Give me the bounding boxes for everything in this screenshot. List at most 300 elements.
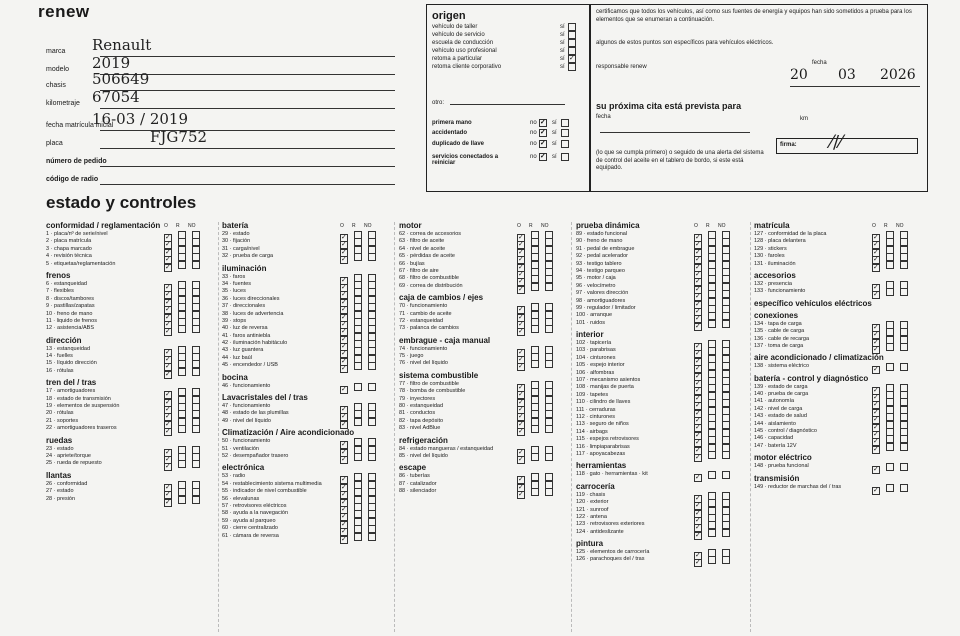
check-box[interactable]: ✓: [873, 323, 879, 331]
check-box[interactable]: [192, 368, 200, 376]
check-box[interactable]: ✓: [695, 531, 701, 539]
check-box[interactable]: ✓: [341, 365, 347, 373]
check-item: [46, 231, 216, 241]
check-box[interactable]: [886, 288, 894, 296]
section-title: dirección: [46, 335, 82, 345]
no-label: no: [530, 130, 537, 136]
check-box[interactable]: [722, 556, 730, 564]
check-item: [222, 317, 392, 328]
check-item: [576, 413, 746, 424]
check-box[interactable]: ✓: [165, 363, 171, 371]
check-box[interactable]: ✓: [518, 363, 524, 371]
check-box[interactable]: [354, 453, 362, 461]
check-box[interactable]: ✓: [165, 320, 171, 328]
check-box[interactable]: [886, 343, 894, 351]
check-item-label: 148 · prueba funcional: [754, 463, 809, 470]
check-box[interactable]: ✓: [873, 394, 879, 402]
check-box[interactable]: [708, 556, 716, 564]
check-box[interactable]: [900, 288, 908, 296]
check-column: [754, 218, 924, 494]
check-item-label: 31 · carga/nivel: [222, 245, 260, 252]
check-box[interactable]: [545, 453, 553, 461]
check-box[interactable]: ✓: [695, 372, 701, 380]
check-box[interactable]: ✓: [873, 431, 879, 439]
check-box[interactable]: ✓: [341, 505, 347, 513]
check-box[interactable]: [886, 363, 894, 371]
check-box[interactable]: ✓: [165, 370, 171, 378]
check-box[interactable]: [886, 443, 894, 451]
check-box[interactable]: ✓: [873, 234, 879, 241]
check-item: [222, 245, 392, 256]
check-box[interactable]: ✓: [341, 234, 347, 241]
check-box[interactable]: ✓: [165, 283, 171, 291]
check-box[interactable]: [531, 453, 539, 461]
col-head: R: [176, 223, 180, 229]
check-item-label: 13 · estanqueidad: [46, 345, 91, 352]
check-item: [46, 417, 216, 428]
check-item-label: 38 · luces de advertencia: [222, 310, 284, 317]
check-item-label: 15 · líquido dirección: [46, 360, 97, 367]
check-box[interactable]: ✓: [341, 385, 347, 393]
check-box[interactable]: [531, 283, 539, 291]
check-box[interactable]: ✓: [165, 420, 171, 428]
check-box[interactable]: ✓: [165, 256, 171, 264]
check-box[interactable]: ✓: [341, 483, 347, 491]
check-box[interactable]: ✓: [341, 491, 347, 499]
check-box[interactable]: ✓: [341, 241, 347, 249]
field-line[interactable]: [100, 148, 395, 149]
check-box[interactable]: ✓: [873, 256, 879, 264]
field-line[interactable]: [100, 166, 395, 167]
check-item: [754, 483, 924, 494]
check-box[interactable]: ✓: [518, 248, 524, 256]
check-box[interactable]: ✓: [341, 313, 347, 321]
origen-row-label: escuela de conducción: [432, 40, 494, 46]
check-box[interactable]: [545, 325, 553, 333]
check-item-label: 117 · apoyacabezas: [576, 450, 626, 457]
check-box[interactable]: ✓: [695, 552, 701, 560]
check-box[interactable]: ✓: [873, 423, 879, 431]
check-box[interactable]: ✓: [518, 234, 524, 241]
check-box[interactable]: ✓: [873, 291, 879, 299]
check-item: [576, 391, 746, 402]
check-box[interactable]: [178, 368, 186, 376]
check-box[interactable]: ✓: [695, 446, 701, 454]
check-box[interactable]: ✓: [341, 335, 347, 343]
field-line[interactable]: [100, 56, 395, 57]
check-box[interactable]: ✓: [341, 291, 347, 299]
si-label: sí: [560, 32, 565, 38]
check-box[interactable]: ✓: [341, 248, 347, 256]
check-box[interactable]: ✓: [695, 350, 701, 358]
check-box[interactable]: ✓: [695, 409, 701, 417]
check-box[interactable]: ✓: [695, 322, 701, 330]
check-boxes: [340, 362, 382, 373]
check-box[interactable]: ✓: [873, 345, 879, 353]
check-box[interactable]: [708, 451, 716, 459]
check-box[interactable]: ✓: [165, 391, 171, 399]
check-boxes: [164, 496, 206, 507]
check-box[interactable]: ✓: [165, 234, 171, 241]
check-box[interactable]: [900, 261, 908, 269]
check-box[interactable]: [886, 261, 894, 269]
firma-box[interactable]: [776, 138, 918, 154]
check-item-label: 28 · presión: [46, 495, 76, 502]
check-box[interactable]: ✓: [695, 293, 701, 301]
check-box[interactable]: ✓: [695, 402, 701, 410]
check-box[interactable]: ✓: [695, 380, 701, 388]
check-box[interactable]: [192, 425, 200, 433]
check-boxes: [517, 453, 559, 464]
check-box[interactable]: ✓: [518, 383, 524, 391]
check-item-label: 140 · prueba de carga: [754, 391, 809, 398]
fecha-line[interactable]: [790, 86, 920, 87]
check-box[interactable]: ✓: [341, 283, 347, 291]
otro-line[interactable]: [450, 104, 565, 105]
check-box[interactable]: ✓: [165, 348, 171, 356]
check-box[interactable]: ✓: [165, 448, 171, 456]
check-box[interactable]: ✓: [695, 502, 701, 510]
check-box[interactable]: [368, 383, 376, 391]
check-box[interactable]: [722, 320, 730, 328]
field-value: Renault: [92, 36, 152, 54]
check-box[interactable]: ✓: [518, 406, 524, 414]
col-head: NO: [896, 223, 904, 229]
check-box[interactable]: ✓: [873, 241, 879, 249]
no-checkbox[interactable]: ✓: [540, 140, 546, 147]
origen-checkbox[interactable]: [568, 47, 576, 55]
check-box[interactable]: [900, 363, 908, 371]
check-item: [576, 491, 746, 502]
check-box[interactable]: ✓: [341, 256, 347, 264]
check-box[interactable]: ✓: [341, 476, 347, 484]
field-line[interactable]: [100, 184, 395, 185]
check-item: [222, 253, 392, 264]
check-box[interactable]: ✓: [165, 298, 171, 306]
check-box[interactable]: ✓: [518, 306, 524, 314]
check-box[interactable]: ✓: [341, 350, 347, 358]
check-boxes: [340, 418, 382, 429]
fecha-label: fecha: [812, 60, 827, 66]
check-box[interactable]: [354, 383, 362, 391]
check-box[interactable]: [178, 496, 186, 504]
check-item-label: 72 · estanqueidad: [399, 317, 444, 324]
check-item-label: 57 · retrovisores eléctricos: [222, 502, 287, 509]
check-box[interactable]: ✓: [165, 263, 171, 271]
check-box[interactable]: ✓: [518, 270, 524, 278]
check-box[interactable]: [531, 325, 539, 333]
check-item-label: 49 · nivel del líquido: [222, 417, 271, 424]
check-box[interactable]: ✓: [165, 498, 171, 506]
check-box[interactable]: [178, 261, 186, 269]
check-box[interactable]: [900, 343, 908, 351]
field-label: número de pedido: [46, 158, 107, 165]
check-box[interactable]: ✓: [695, 343, 701, 351]
check-box[interactable]: ✓: [518, 476, 524, 484]
check-box[interactable]: ✓: [695, 248, 701, 256]
field-line[interactable]: [100, 90, 395, 91]
origen-checkbox[interactable]: [568, 39, 576, 47]
check-box[interactable]: ✓: [695, 234, 701, 241]
check-box[interactable]: ✓: [695, 559, 701, 567]
check-box[interactable]: ✓: [695, 494, 701, 502]
check-box[interactable]: ✓: [341, 276, 347, 284]
check-box[interactable]: ✓: [518, 356, 524, 364]
check-box[interactable]: ✓: [518, 483, 524, 491]
check-item-label: 88 · silenciador: [399, 488, 437, 495]
check-box[interactable]: [368, 533, 376, 541]
check-box[interactable]: [368, 453, 376, 461]
no-checkbox[interactable]: ✓: [540, 119, 546, 126]
no-checkbox[interactable]: ✓: [540, 129, 546, 136]
origen-checkbox[interactable]: [568, 31, 576, 39]
check-box[interactable]: [368, 362, 376, 370]
check-item: [576, 428, 746, 439]
check-box[interactable]: [545, 488, 553, 496]
check-box[interactable]: ✓: [165, 291, 171, 299]
col-heads: [872, 223, 908, 229]
check-box[interactable]: [545, 360, 553, 368]
check-box[interactable]: [178, 425, 186, 433]
check-item: [399, 267, 569, 278]
check-box[interactable]: ✓: [341, 306, 347, 314]
check-box[interactable]: ✓: [341, 420, 347, 428]
check-item: [46, 325, 216, 336]
check-box[interactable]: [178, 460, 186, 468]
check-box[interactable]: [354, 253, 362, 261]
check-item-label: 83 · nivel AdBlue: [399, 425, 441, 432]
check-box[interactable]: ✓: [873, 401, 879, 409]
check-box[interactable]: ✓: [341, 513, 347, 521]
check-box[interactable]: [192, 496, 200, 504]
check-box[interactable]: [722, 451, 730, 459]
check-box[interactable]: [722, 529, 730, 537]
check-box[interactable]: ✓: [518, 263, 524, 271]
check-box[interactable]: [354, 533, 362, 541]
si-checkbox[interactable]: [561, 129, 569, 137]
check-box[interactable]: [708, 529, 716, 537]
col-head: R: [706, 223, 710, 229]
check-box[interactable]: [708, 471, 716, 479]
check-box[interactable]: ✓: [518, 348, 524, 356]
check-box[interactable]: ✓: [695, 263, 701, 271]
check-box[interactable]: ✓: [873, 438, 879, 446]
check-box[interactable]: ✓: [873, 466, 879, 474]
check-box[interactable]: ✓: [518, 313, 524, 321]
check-box[interactable]: ✓: [873, 408, 879, 416]
check-box[interactable]: ✓: [695, 474, 701, 482]
check-box[interactable]: ✓: [695, 241, 701, 249]
si-checkbox[interactable]: [561, 140, 569, 148]
check-box[interactable]: [354, 418, 362, 426]
check-box[interactable]: ✓: [341, 448, 347, 456]
check-box[interactable]: ✓: [873, 331, 879, 339]
check-box[interactable]: ✓: [165, 455, 171, 463]
check-box[interactable]: [192, 325, 200, 333]
check-box[interactable]: [886, 463, 894, 471]
check-box[interactable]: ✓: [518, 285, 524, 293]
check-box[interactable]: ✓: [341, 535, 347, 543]
check-box[interactable]: [886, 484, 894, 492]
check-box[interactable]: [545, 283, 553, 291]
check-box[interactable]: ✓: [695, 516, 701, 524]
field-line[interactable]: [100, 108, 395, 109]
check-box[interactable]: ✓: [165, 413, 171, 421]
check-box[interactable]: ✓: [341, 357, 347, 365]
check-box[interactable]: [722, 471, 730, 479]
check-item-label: 136 · cable de recarga: [754, 335, 810, 342]
check-box[interactable]: ✓: [695, 387, 701, 395]
check-box[interactable]: ✓: [695, 285, 701, 293]
field-line[interactable]: [100, 130, 395, 131]
check-item-label: 59 · ayuda al parqueo: [222, 517, 276, 524]
check-box[interactable]: ✓: [695, 424, 701, 432]
check-box[interactable]: ✓: [695, 509, 701, 517]
no-checkbox[interactable]: ✓: [540, 153, 546, 160]
check-box[interactable]: ✓: [165, 398, 171, 406]
check-box[interactable]: ✓: [695, 394, 701, 402]
check-box[interactable]: ✓: [518, 278, 524, 286]
check-box[interactable]: ✓: [695, 416, 701, 424]
field-label: chasis: [46, 82, 66, 89]
check-box[interactable]: ✓: [165, 483, 171, 491]
check-box[interactable]: ✓: [518, 391, 524, 399]
check-box[interactable]: ✓: [695, 278, 701, 286]
check-item-label: 40 · luz de reversa: [222, 325, 268, 332]
next-fecha-line[interactable]: [600, 132, 750, 133]
check-item-label: 60 · cierre centralizado: [222, 525, 278, 532]
check-item-label: 85 · nivel del líquido: [399, 452, 448, 459]
check-box[interactable]: [368, 418, 376, 426]
check-box[interactable]: [354, 362, 362, 370]
check-box[interactable]: ✓: [873, 445, 879, 453]
check-item-label: 134 · tapa de carga: [754, 320, 802, 327]
check-box[interactable]: ✓: [695, 365, 701, 373]
check-box[interactable]: ✓: [341, 320, 347, 328]
check-box[interactable]: [545, 425, 553, 433]
si-checkbox[interactable]: [561, 153, 569, 161]
check-box[interactable]: [531, 488, 539, 496]
check-box[interactable]: ✓: [518, 448, 524, 456]
check-box[interactable]: [178, 325, 186, 333]
check-item-label: 86 · tuberías: [399, 473, 430, 480]
field-label: marca: [46, 48, 66, 55]
check-box[interactable]: ✓: [873, 416, 879, 424]
check-box[interactable]: ✓: [518, 413, 524, 421]
check-box[interactable]: ✓: [873, 248, 879, 256]
check-box[interactable]: ✓: [165, 463, 171, 471]
check-box[interactable]: ✓: [873, 338, 879, 346]
check-box[interactable]: ✓: [873, 283, 879, 291]
origen-extra-label: primera mano: [432, 120, 472, 126]
check-box[interactable]: ✓: [165, 313, 171, 321]
check-box[interactable]: ✓: [341, 413, 347, 421]
check-box[interactable]: ✓: [518, 320, 524, 328]
check-boxes: [517, 425, 559, 436]
check-box[interactable]: ✓: [165, 241, 171, 249]
check-box[interactable]: ✓: [165, 356, 171, 364]
check-box[interactable]: [192, 261, 200, 269]
check-box[interactable]: ✓: [518, 420, 524, 428]
check-box[interactable]: [900, 484, 908, 492]
check-box[interactable]: ✓: [341, 298, 347, 306]
check-box[interactable]: [900, 463, 908, 471]
check-box[interactable]: ✓: [341, 455, 347, 463]
check-box[interactable]: ✓: [695, 315, 701, 323]
check-item: [754, 260, 924, 271]
check-box[interactable]: ✓: [695, 439, 701, 447]
check-box[interactable]: ✓: [873, 486, 879, 494]
col-head: O: [340, 223, 344, 229]
origen-checkbox[interactable]: [568, 23, 576, 31]
check-item: [754, 383, 924, 394]
check-box[interactable]: ✓: [341, 441, 347, 449]
check-box[interactable]: ✓: [518, 241, 524, 249]
check-box[interactable]: ✓: [873, 263, 879, 271]
check-item: [576, 369, 746, 380]
field-value: 2019: [92, 54, 131, 72]
check-box[interactable]: ✓: [341, 406, 347, 414]
check-box[interactable]: ✓: [165, 248, 171, 256]
check-box[interactable]: ✓: [518, 328, 524, 336]
check-boxes: [872, 463, 914, 474]
check-box[interactable]: ✓: [873, 366, 879, 374]
si-checkbox[interactable]: [561, 119, 569, 127]
check-box[interactable]: ✓: [695, 524, 701, 532]
check-box[interactable]: [708, 320, 716, 328]
check-box[interactable]: [368, 253, 376, 261]
check-box[interactable]: ✓: [341, 328, 347, 336]
check-box[interactable]: ✓: [165, 306, 171, 314]
check-item: [576, 245, 746, 256]
check-item-label: 107 · mecanismo asientos: [576, 377, 641, 384]
check-item: [46, 280, 216, 291]
check-box[interactable]: ✓: [695, 300, 701, 308]
origen-checkbox[interactable]: ✓: [569, 55, 575, 62]
check-box[interactable]: ✓: [165, 491, 171, 499]
check-box[interactable]: ✓: [695, 357, 701, 365]
check-box[interactable]: ✓: [165, 406, 171, 414]
check-box[interactable]: ✓: [518, 256, 524, 264]
check-box[interactable]: ✓: [341, 498, 347, 506]
check-item: [754, 405, 924, 416]
check-box[interactable]: ✓: [341, 520, 347, 528]
check-box[interactable]: [192, 460, 200, 468]
check-box[interactable]: [531, 425, 539, 433]
check-box[interactable]: [531, 360, 539, 368]
origen-checkbox[interactable]: [568, 63, 576, 71]
check-box[interactable]: ✓: [341, 343, 347, 351]
check-item: [222, 280, 392, 291]
next-fecha-label: fecha: [596, 114, 611, 120]
check-box[interactable]: ✓: [695, 256, 701, 264]
check-box[interactable]: ✓: [518, 491, 524, 499]
check-box[interactable]: [900, 443, 908, 451]
check-box[interactable]: ✓: [518, 428, 524, 436]
check-boxes: [694, 556, 736, 567]
check-box[interactable]: ✓: [165, 428, 171, 436]
origen-extra-row: [432, 120, 582, 126]
check-box[interactable]: ✓: [165, 328, 171, 336]
check-box[interactable]: ✓: [873, 386, 879, 394]
check-box[interactable]: ✓: [695, 453, 701, 461]
check-box[interactable]: ✓: [695, 307, 701, 315]
check-box[interactable]: ✓: [341, 528, 347, 536]
check-box[interactable]: ✓: [518, 455, 524, 463]
check-box[interactable]: ✓: [695, 431, 701, 439]
check-box[interactable]: ✓: [695, 270, 701, 278]
check-box[interactable]: ✓: [518, 398, 524, 406]
